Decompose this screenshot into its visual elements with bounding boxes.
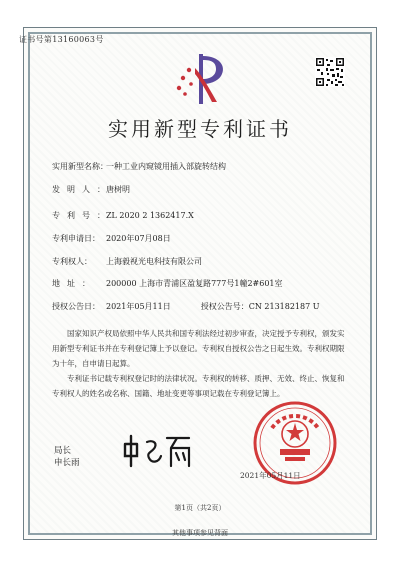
- patent-number-row: [52, 210, 194, 221]
- grant-number-value: CN 213182187 U: [248, 302, 320, 311]
- address-label: 地址：: [52, 279, 97, 288]
- certificate-title: 实用新型专利证书: [108, 117, 292, 141]
- utility-model-name-value: 一种工业内窥镜用插入部旋转结构: [106, 162, 226, 171]
- patent-number-label: 专利号：: [52, 211, 112, 220]
- filing-date-row: [52, 233, 171, 244]
- address-row: [52, 278, 283, 289]
- grant-number-label: 授权公告号：: [200, 302, 249, 311]
- inventor-label: 发明人：: [52, 185, 112, 194]
- certificate-body: [52, 326, 348, 401]
- inventor-row: [52, 184, 130, 195]
- filing-date-label: 专利申请日：: [52, 234, 100, 243]
- director-signature-icon: [119, 432, 194, 472]
- director-name: 申长雨: [54, 458, 80, 468]
- utility-model-name-row: [52, 161, 226, 172]
- inventor-value: 唐树明: [106, 185, 130, 194]
- seal-date: 2021年05月11日: [240, 471, 301, 480]
- certificate-number: 证书号第13160063号: [19, 35, 104, 44]
- patentee-value: 上海毅视光电科技有限公司: [106, 257, 202, 266]
- utility-model-name-label: 实用新型名称：: [52, 162, 108, 171]
- footer-note: 其他事项参见背面: [172, 529, 228, 537]
- grant-date-label: 授权公告日：: [52, 302, 100, 311]
- page-number: 第1页（共2页）: [174, 504, 226, 512]
- patent-number-value: ZL 2020 2 1362417.X: [106, 211, 194, 220]
- body-paragraph: 国家知识产权局依照中华人民共和国专利法经过初步审查，决定授予专利权，颁发实用新型专利证书并在专利登记簿上予以登记。专利权自授权公告之日起生效。专利权期限为十年，自申请日起算。: [52, 329, 345, 368]
- director-title: 局长: [54, 446, 72, 456]
- address-value: 200000 上海市青浦区盈复路777号1幢2#601室: [106, 279, 283, 288]
- patentee-label: 专利权人：: [52, 257, 92, 266]
- filing-date-value: 2020年07月08日: [106, 234, 171, 243]
- body-paragraph: 专利证书记载专利权登记时的法律状况。专利权的转移、质押、无效、终止、恢复和专利权人的姓名或名称、国籍、地址变更等事项记载在专利登记簿上。: [52, 374, 345, 398]
- patentee-row: [52, 256, 202, 267]
- qr-code-icon: [315, 57, 345, 87]
- cnipa-logo-icon: [169, 48, 233, 108]
- grant-row: [52, 301, 319, 312]
- grant-date-value: 2021年05月11日: [106, 302, 171, 311]
- director-block: [54, 445, 80, 469]
